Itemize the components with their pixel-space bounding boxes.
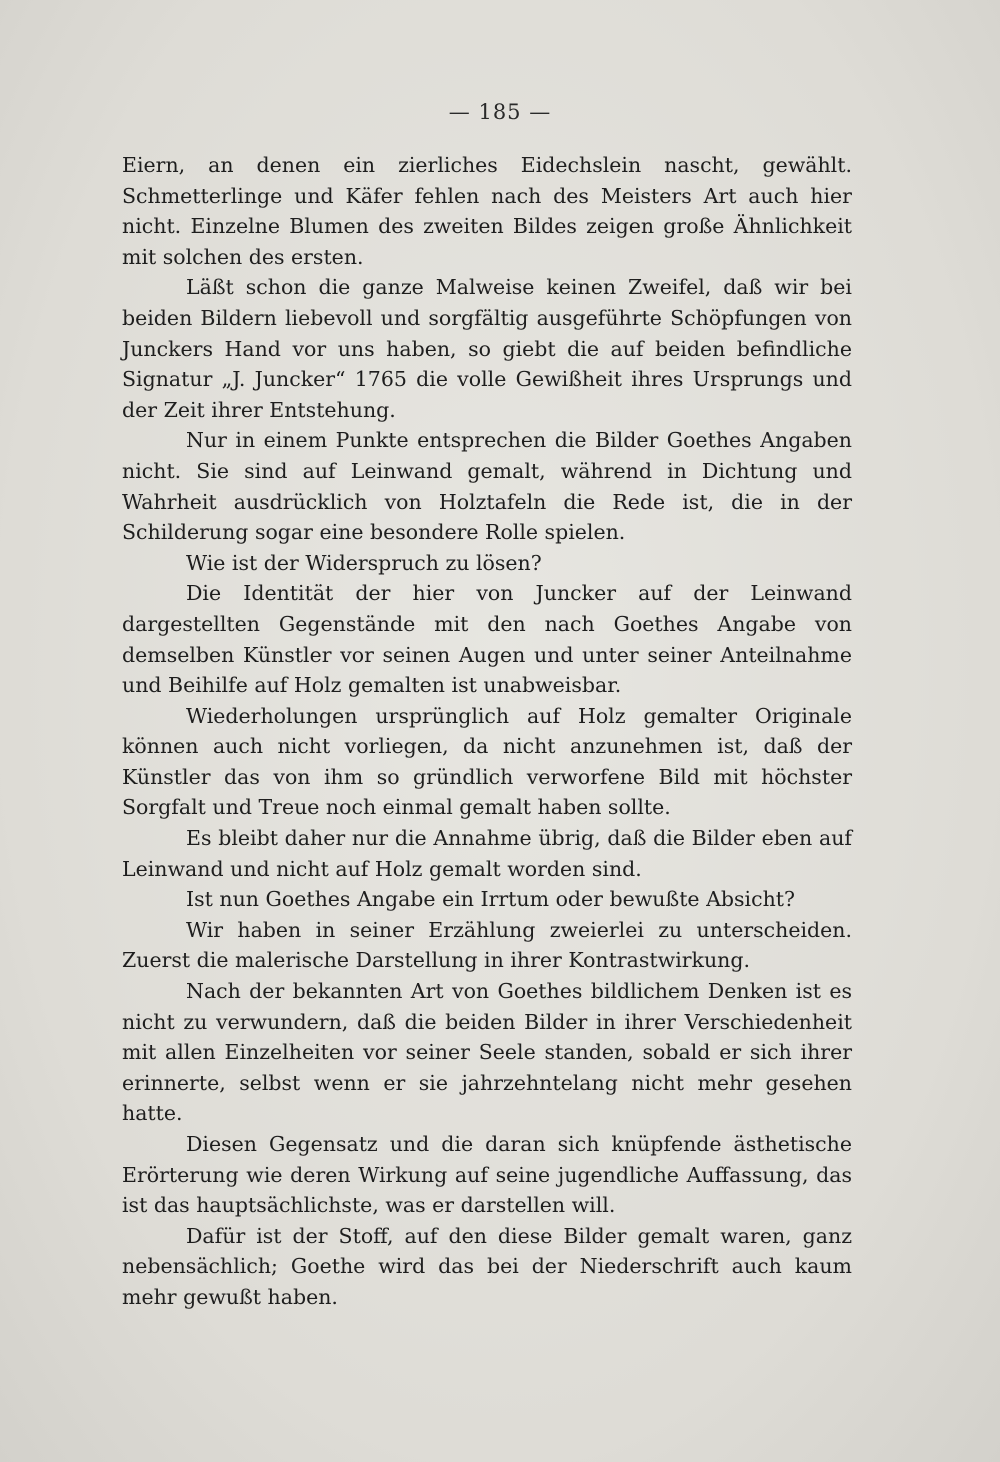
- paragraph: Nach der bekannten Art von Goethes bildlichem Denken ist es nicht zu verwundern, daß die beiden Bilder in ihrer Verschiedenheit mit allen Einzelheiten vor seiner Seele standen, sobald er sich ihrer erinnerte, selbst wenn er sie jahrzehntelang nicht mehr gesehen hatte.: [122, 979, 852, 1126]
- paragraph: Nur in einem Punkte entsprechen die Bilder Goethes Angaben nicht. Sie sind auf Leinwand gemalt, während in Dichtung und Wahrheit ausdrücklich von Holztafeln die Rede ist, die in der Schilderung sogar eine besondere Rolle spielen.: [122, 428, 852, 545]
- page-number: — 185 —: [448, 100, 552, 124]
- paragraph: Diesen Gegensatz und die daran sich knüpfende ästhetische Erörterung wie deren Wirkung auf seine jugendliche Auffassung, das ist das hauptsächlichste, was er darstellen will.: [122, 1132, 852, 1218]
- body-text: [122, 150, 852, 1313]
- paragraph: Läßt schon die ganze Malweise keinen Zweifel, daß wir bei beiden Bildern liebevoll und sorgfältig ausgeführte Schöpfungen von Junckers Hand vor uns haben, so giebt die auf beiden befindliche Signatur „J. Juncker“ 1765 die volle Gewißheit ihres Ursprungs und der Zeit ihrer Entstehung.: [122, 275, 852, 422]
- paragraph: Es bleibt daher nur die Annahme übrig, daß die Bilder eben auf Leinwand und nicht auf Holz gemalt worden sind.: [122, 826, 852, 881]
- paragraph: Ist nun Goethes Angabe ein Irrtum oder bewußte Absicht?: [186, 887, 795, 912]
- paragraph: Eiern, an denen ein zierliches Eidechslein nascht, gewählt. Schmetterlinge und Käfer fehlen nach des Meisters Art auch hier nicht. Einzelne Blumen des zweiten Bildes zeigen große Ähnlichkeit mit solchen des ersten.: [122, 153, 852, 269]
- paragraph: Wir haben in seiner Erzählung zweierlei zu unterscheiden. Zuerst die malerische Darstellung in ihrer Kontrastwirkung.: [122, 917, 852, 973]
- paragraph: Wiederholungen ursprünglich auf Holz gemalter Originale können auch nicht vorliegen, da nicht anzunehmen ist, daß der Künstler das von ihm so gründlich verworfene Bild mit höchster Sorgfalt und Treue noch einmal gemalt haben sollte.: [122, 703, 852, 820]
- paragraph: Die Identität der hier von Juncker auf der Leinwand dargestellten Gegenstände mit den nach Goethes Angabe von demselben Künstler vor seinen Augen und unter seiner Anteilnahme und Beihilfe auf Holz gemalten ist unabweisbar.: [122, 581, 852, 698]
- paragraph: Dafür ist der Stoff, auf den diese Bilder gemalt waren, ganz nebensächlich; Goethe wird das bei der Niederschrift auch kaum mehr gewußt haben.: [122, 1223, 852, 1309]
- paragraph: Wie ist der Widerspruch zu lösen?: [186, 550, 542, 575]
